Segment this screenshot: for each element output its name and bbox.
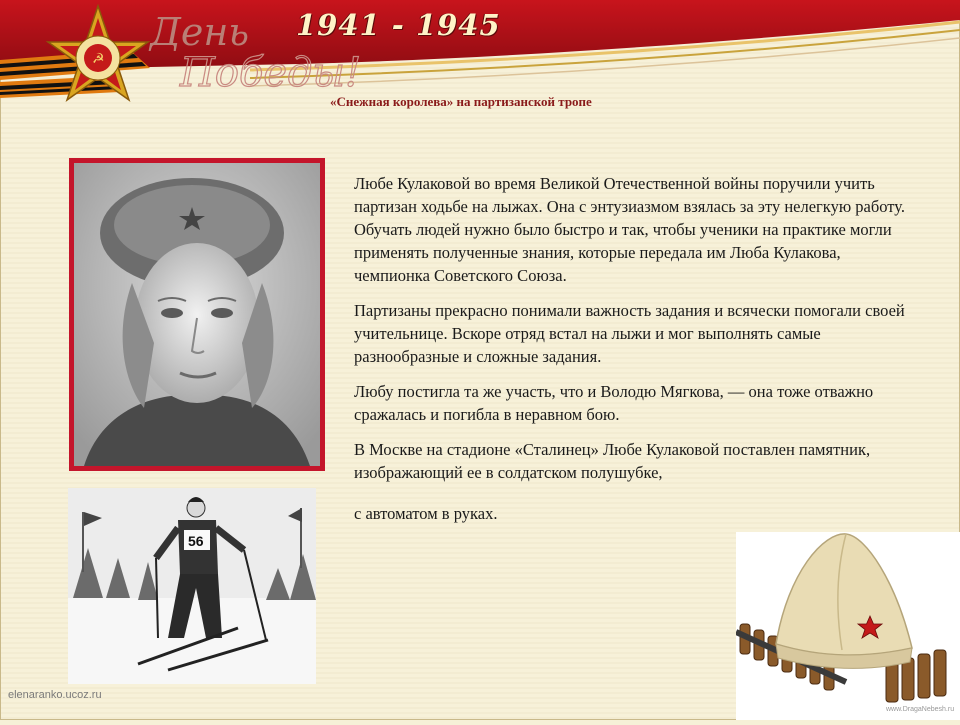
- slide-title: «Снежная королева» на партизанской тропе: [330, 94, 592, 109]
- portrait-photo: [69, 158, 325, 471]
- skier-photo: [68, 488, 316, 684]
- portrait-image: [74, 163, 320, 466]
- article-text: [354, 172, 914, 537]
- paragraph-4: В Москве на стадионе «Сталинец» Любе Кулаковой поставлен памятник, изображающий ее в солдатском полушубке,: [354, 440, 871, 482]
- skier-bib-number: 56: [188, 533, 204, 549]
- cap-and-bullets-graphic: [736, 532, 960, 720]
- pilotka-cap-image: [736, 532, 960, 720]
- skier-image: [68, 488, 316, 684]
- svg-text:☭: ☭: [92, 51, 105, 67]
- paragraph-2: Партизаны прекрасно понимали важность задания и всячески помогали своей учительнице. Вскоре отряд встал на лыжи и мог выполнять самые разнообразные и сложные задания.: [354, 301, 905, 366]
- banner-den-text: День: [150, 10, 250, 54]
- paragraph-1: Любе Кулаковой во время Великой Отечественной войны поручили учить партизан ходьбе на лыжах. Она с энтузиазмом взялась за эту нелегкую работу. Обучать людей нужно было быстро и так, чтобы ученики на практике могли применять полученные знания, которые передала им Люба Кулакова, чемпионка Советского Союза.: [354, 174, 906, 285]
- source-watermark: elenaranko.ucoz.ru: [8, 689, 102, 701]
- paragraph-5: с автоматом в руках.: [354, 504, 498, 523]
- banner-pobedy-text: Победы!: [180, 50, 362, 96]
- paragraph-3: Любу постигла та же участь, что и Володю Мягкова, — она тоже отважно сражалась и погибла в неравном бою.: [354, 382, 874, 424]
- cap-watermark: www.DragaNebesh.ru: [886, 706, 955, 713]
- banner-years: 1941 - 1945: [296, 8, 501, 42]
